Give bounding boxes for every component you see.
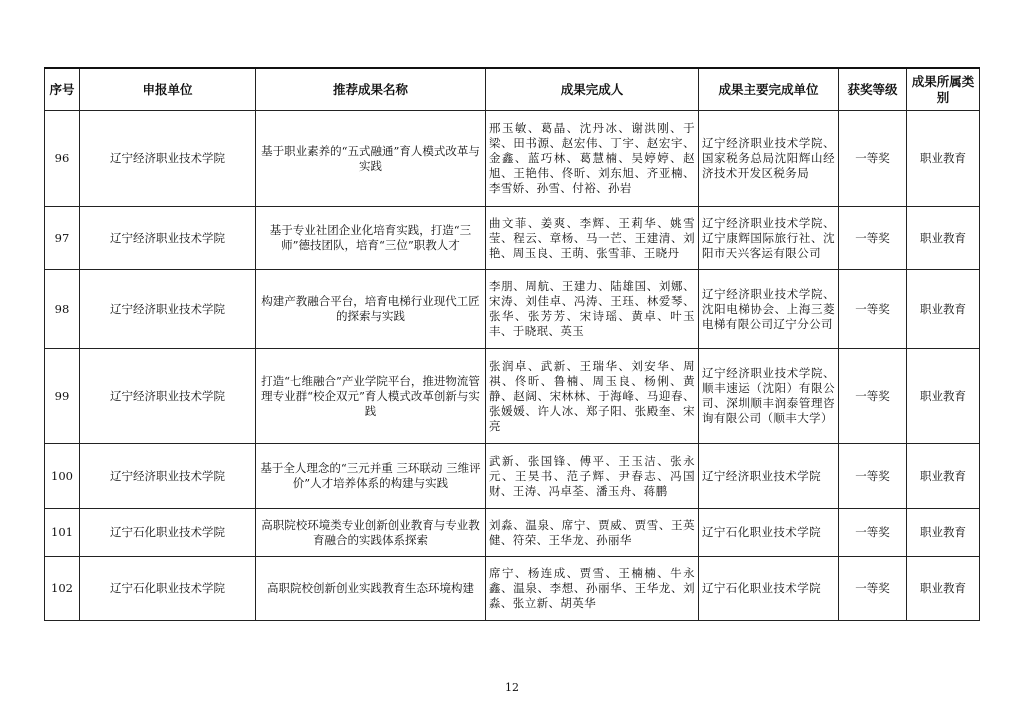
row-award: 一等奖 — [839, 270, 907, 349]
row-units: 辽宁经济职业技术学院、国家税务总局沈阳辉山经济技术开发区税务局 — [699, 111, 839, 207]
table-row — [45, 349, 980, 444]
row-applicant: 辽宁经济职业技术学院 — [80, 444, 256, 509]
row-units: 辽宁经济职业技术学院、顺丰速运（沈阳）有限公司、深圳顺丰润泰管理咨询有限公司（顺丰大学） — [699, 349, 839, 444]
row-title: 基于全人理念的“三元并重 三环联动 三维评价”人才培养体系的构建与实践 — [256, 444, 486, 509]
header-award: 获奖等级 — [839, 68, 907, 111]
row-no: 102 — [45, 557, 80, 621]
row-people: 刘淼、温泉、席宁、贾威、贾雪、王英健、符荣、王华龙、孙丽华 — [486, 509, 699, 557]
row-category: 职业教育 — [907, 557, 980, 621]
row-units: 辽宁经济职业技术学院 — [699, 444, 839, 509]
row-title: 打造“七维融合”产业学院平台，推进物流管理专业群“校企双元”育人模式改革创新与实践 — [256, 349, 486, 444]
row-award: 一等奖 — [839, 444, 907, 509]
row-no: 100 — [45, 444, 80, 509]
row-applicant: 辽宁经济职业技术学院 — [80, 111, 256, 207]
header-no: 序号 — [45, 68, 80, 111]
row-applicant: 辽宁经济职业技术学院 — [80, 349, 256, 444]
table-row — [45, 444, 980, 509]
row-category: 职业教育 — [907, 207, 980, 270]
header-units: 成果主要完成单位 — [699, 68, 839, 111]
awards-table — [44, 67, 980, 621]
row-applicant: 辽宁经济职业技术学院 — [80, 270, 256, 349]
header-people: 成果完成人 — [486, 68, 699, 111]
row-no: 99 — [45, 349, 80, 444]
row-no: 101 — [45, 509, 80, 557]
row-title: 高职院校创新创业实践教育生态环境构建 — [256, 557, 486, 621]
header-title: 推荐成果名称 — [256, 68, 486, 111]
row-award: 一等奖 — [839, 111, 907, 207]
row-units: 辽宁石化职业技术学院 — [699, 509, 839, 557]
row-award: 一等奖 — [839, 557, 907, 621]
row-people: 张润卓、武新、王瑞华、刘安华、周祺、佟昕、鲁楠、周玉良、杨俐、黄静、赵阔、宋林林、于海峰、马迎春、张媛媛、许人冰、郑子阳、张殿奎、宋亮 — [486, 349, 699, 444]
page-number: 12 — [505, 681, 519, 694]
header-row — [45, 68, 980, 111]
header-category: 成果所属类别 — [907, 68, 980, 111]
row-award: 一等奖 — [839, 349, 907, 444]
row-title: 高职院校环境类专业创新创业教育与专业教育融合的实践体系探索 — [256, 509, 486, 557]
row-award: 一等奖 — [839, 207, 907, 270]
row-units: 辽宁经济职业技术学院、沈阳电梯协会、上海三菱电梯有限公司辽宁分公司 — [699, 270, 839, 349]
table-row — [45, 509, 980, 557]
row-people: 武新、张国锋、傅平、王玉洁、张永元、王昊书、范子辉、尹春志、冯国财、王涛、冯卓荃、潘玉舟、蒋鹏 — [486, 444, 699, 509]
table-row — [45, 111, 980, 207]
header-applicant: 申报单位 — [80, 68, 256, 111]
row-title: 基于专业社团企业化培育实践，打造“三师”德技团队，培育“三位”职教人才 — [256, 207, 486, 270]
row-no: 97 — [45, 207, 80, 270]
row-category: 职业教育 — [907, 444, 980, 509]
row-people: 李朋、周航、王建力、陆雄国、刘娜、宋涛、刘佳卓、冯涛、王珏、林爱琴、张华、张芳芳、宋诗瑶、黄卓、叶玉丰、于晓珉、英玉 — [486, 270, 699, 349]
row-category: 职业教育 — [907, 509, 980, 557]
row-people: 席宁、杨连成、贾雪、王楠楠、牛永鑫、温泉、李想、孙丽华、王华龙、刘淼、张立新、胡英华 — [486, 557, 699, 621]
row-applicant: 辽宁石化职业技术学院 — [80, 509, 256, 557]
row-applicant: 辽宁石化职业技术学院 — [80, 557, 256, 621]
row-applicant: 辽宁经济职业技术学院 — [80, 207, 256, 270]
row-category: 职业教育 — [907, 111, 980, 207]
row-no: 96 — [45, 111, 80, 207]
table-row — [45, 207, 980, 270]
row-people: 曲文菲、姜爽、李辉、王莉华、姚雪莹、程云、章杨、马一芒、王建清、刘艳、周玉良、王萌、张雪菲、王晓丹 — [486, 207, 699, 270]
row-units: 辽宁石化职业技术学院 — [699, 557, 839, 621]
row-category: 职业教育 — [907, 349, 980, 444]
row-people: 邢玉敏、葛晶、沈丹冰、谢洪刚、于梁、田书源、赵宏伟、丁宇、赵宏宇、金鑫、蓝巧林、葛慧楠、吴婷婷、赵旭、王艳伟、佟昕、刘东旭、齐亚楠、李雪娇、孙雪、付裕、孙岩 — [486, 111, 699, 207]
row-title: 构建产教融合平台，培育电梯行业现代工匠的探索与实践 — [256, 270, 486, 349]
row-units: 辽宁经济职业技术学院、辽宁康辉国际旅行社、沈阳市天兴客运有限公司 — [699, 207, 839, 270]
row-category: 职业教育 — [907, 270, 980, 349]
row-award: 一等奖 — [839, 509, 907, 557]
row-title: 基于职业素养的“五式融通”育人模式改革与实践 — [256, 111, 486, 207]
row-no: 98 — [45, 270, 80, 349]
table-row — [45, 557, 980, 621]
table-row — [45, 270, 980, 349]
